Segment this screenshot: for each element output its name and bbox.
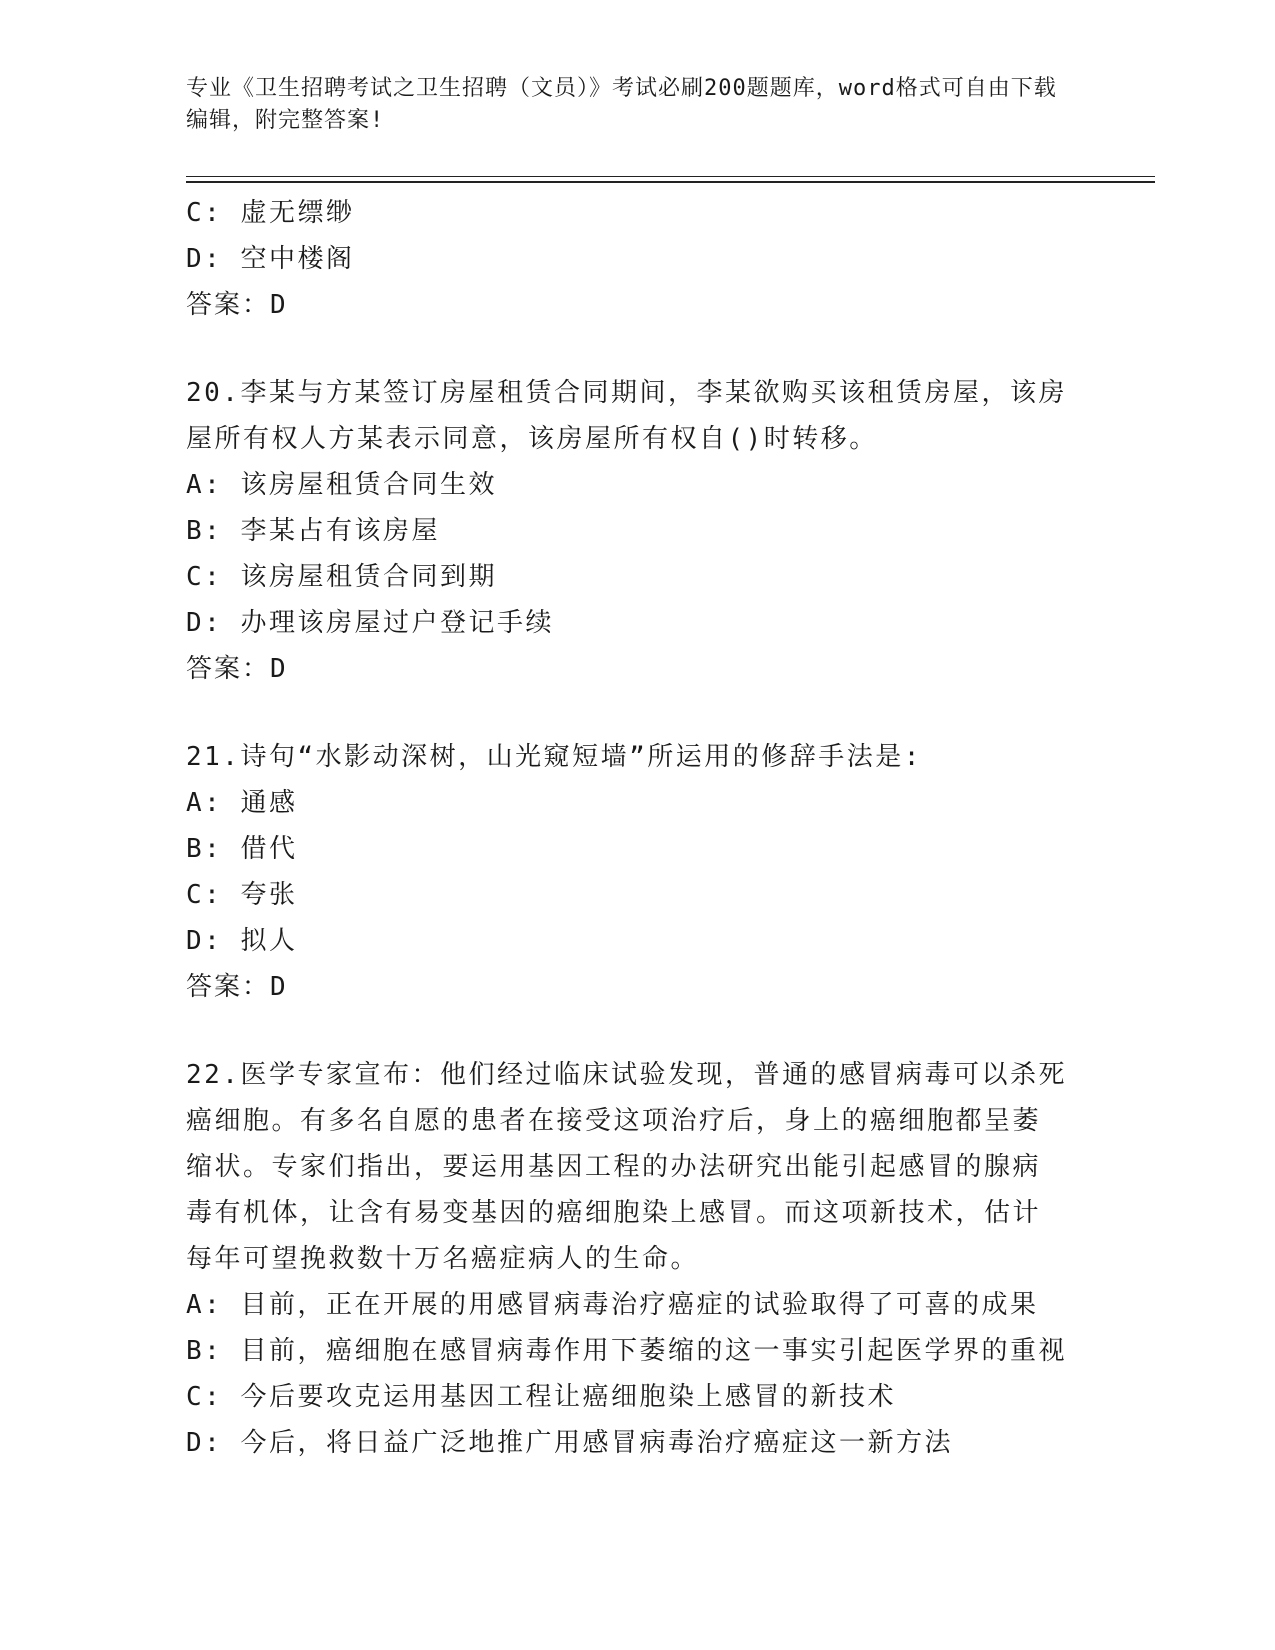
option-c: C: 虚无缥缈 [186, 198, 355, 228]
question-22 [186, 1052, 1086, 1466]
question-20 [186, 370, 1086, 692]
header-divider-thin [186, 176, 1155, 177]
option-b: B: 借代 [186, 834, 298, 864]
spacer [186, 1010, 1086, 1052]
spacer [186, 328, 1086, 370]
question-stem-line: 22.医学专家宣布：他们经过临床试验发现，普通的感冒病毒可以杀死 [186, 1060, 1067, 1090]
answer-line: 答案：D [186, 654, 288, 684]
option-d: D: 空中楼阁 [186, 244, 355, 274]
prev-question [186, 190, 1086, 328]
header-divider-thick [186, 181, 1155, 183]
question-21 [186, 734, 1086, 1010]
page-header: 专业《卫生招聘考试之卫生招聘（文员）》考试必刷200题题库，word格式可自由下载编辑，附完整答案! [186, 76, 1057, 133]
option-a: A: 通感 [186, 788, 298, 818]
question-stem-line: 毒有机体，让含有易变基因的癌细胞染上感冒。而这项新技术，估计 [186, 1198, 1042, 1228]
option-c: C: 今后要攻克运用基因工程让癌细胞染上感冒的新技术 [186, 1382, 896, 1412]
spacer [186, 692, 1086, 734]
option-a: A: 该房屋租赁合同生效 [186, 470, 497, 500]
option-c: C: 该房屋租赁合同到期 [186, 562, 497, 592]
question-stem-line: 屋所有权人方某表示同意，该房屋所有权自()时转移。 [186, 424, 878, 454]
question-stem-line: 缩状。专家们指出，要运用基因工程的办法研究出能引起感冒的腺病 [186, 1152, 1042, 1182]
option-d: D: 办理该房屋过户登记手续 [186, 608, 554, 638]
question-stem-line: 21.诗句“水影动深树，山光窥短墙”所运用的修辞手法是: [186, 742, 922, 772]
option-d: D: 拟人 [186, 926, 298, 956]
answer-line: 答案：D [186, 290, 288, 320]
question-stem-line: 20.李某与方某签订房屋租赁合同期间，李某欲购买该租赁房屋，该房 [186, 378, 1067, 408]
question-stem-line: 每年可望挽救数十万名癌症病人的生命。 [186, 1244, 700, 1274]
option-c: C: 夸张 [186, 880, 298, 910]
option-a: A: 目前，正在开展的用感冒病毒治疗癌症的试验取得了可喜的成果 [186, 1290, 1039, 1320]
question-content [186, 190, 1086, 1466]
question-stem-line: 癌细胞。有多名自愿的患者在接受这项治疗后，身上的癌细胞都呈萎 [186, 1106, 1042, 1136]
option-b: B: 目前，癌细胞在感冒病毒作用下萎缩的这一事实引起医学界的重视 [186, 1336, 1067, 1366]
option-b: B: 李某占有该房屋 [186, 516, 440, 546]
option-d: D: 今后，将日益广泛地推广用感冒病毒治疗癌症这一新方法 [186, 1428, 953, 1458]
answer-line: 答案：D [186, 972, 288, 1002]
